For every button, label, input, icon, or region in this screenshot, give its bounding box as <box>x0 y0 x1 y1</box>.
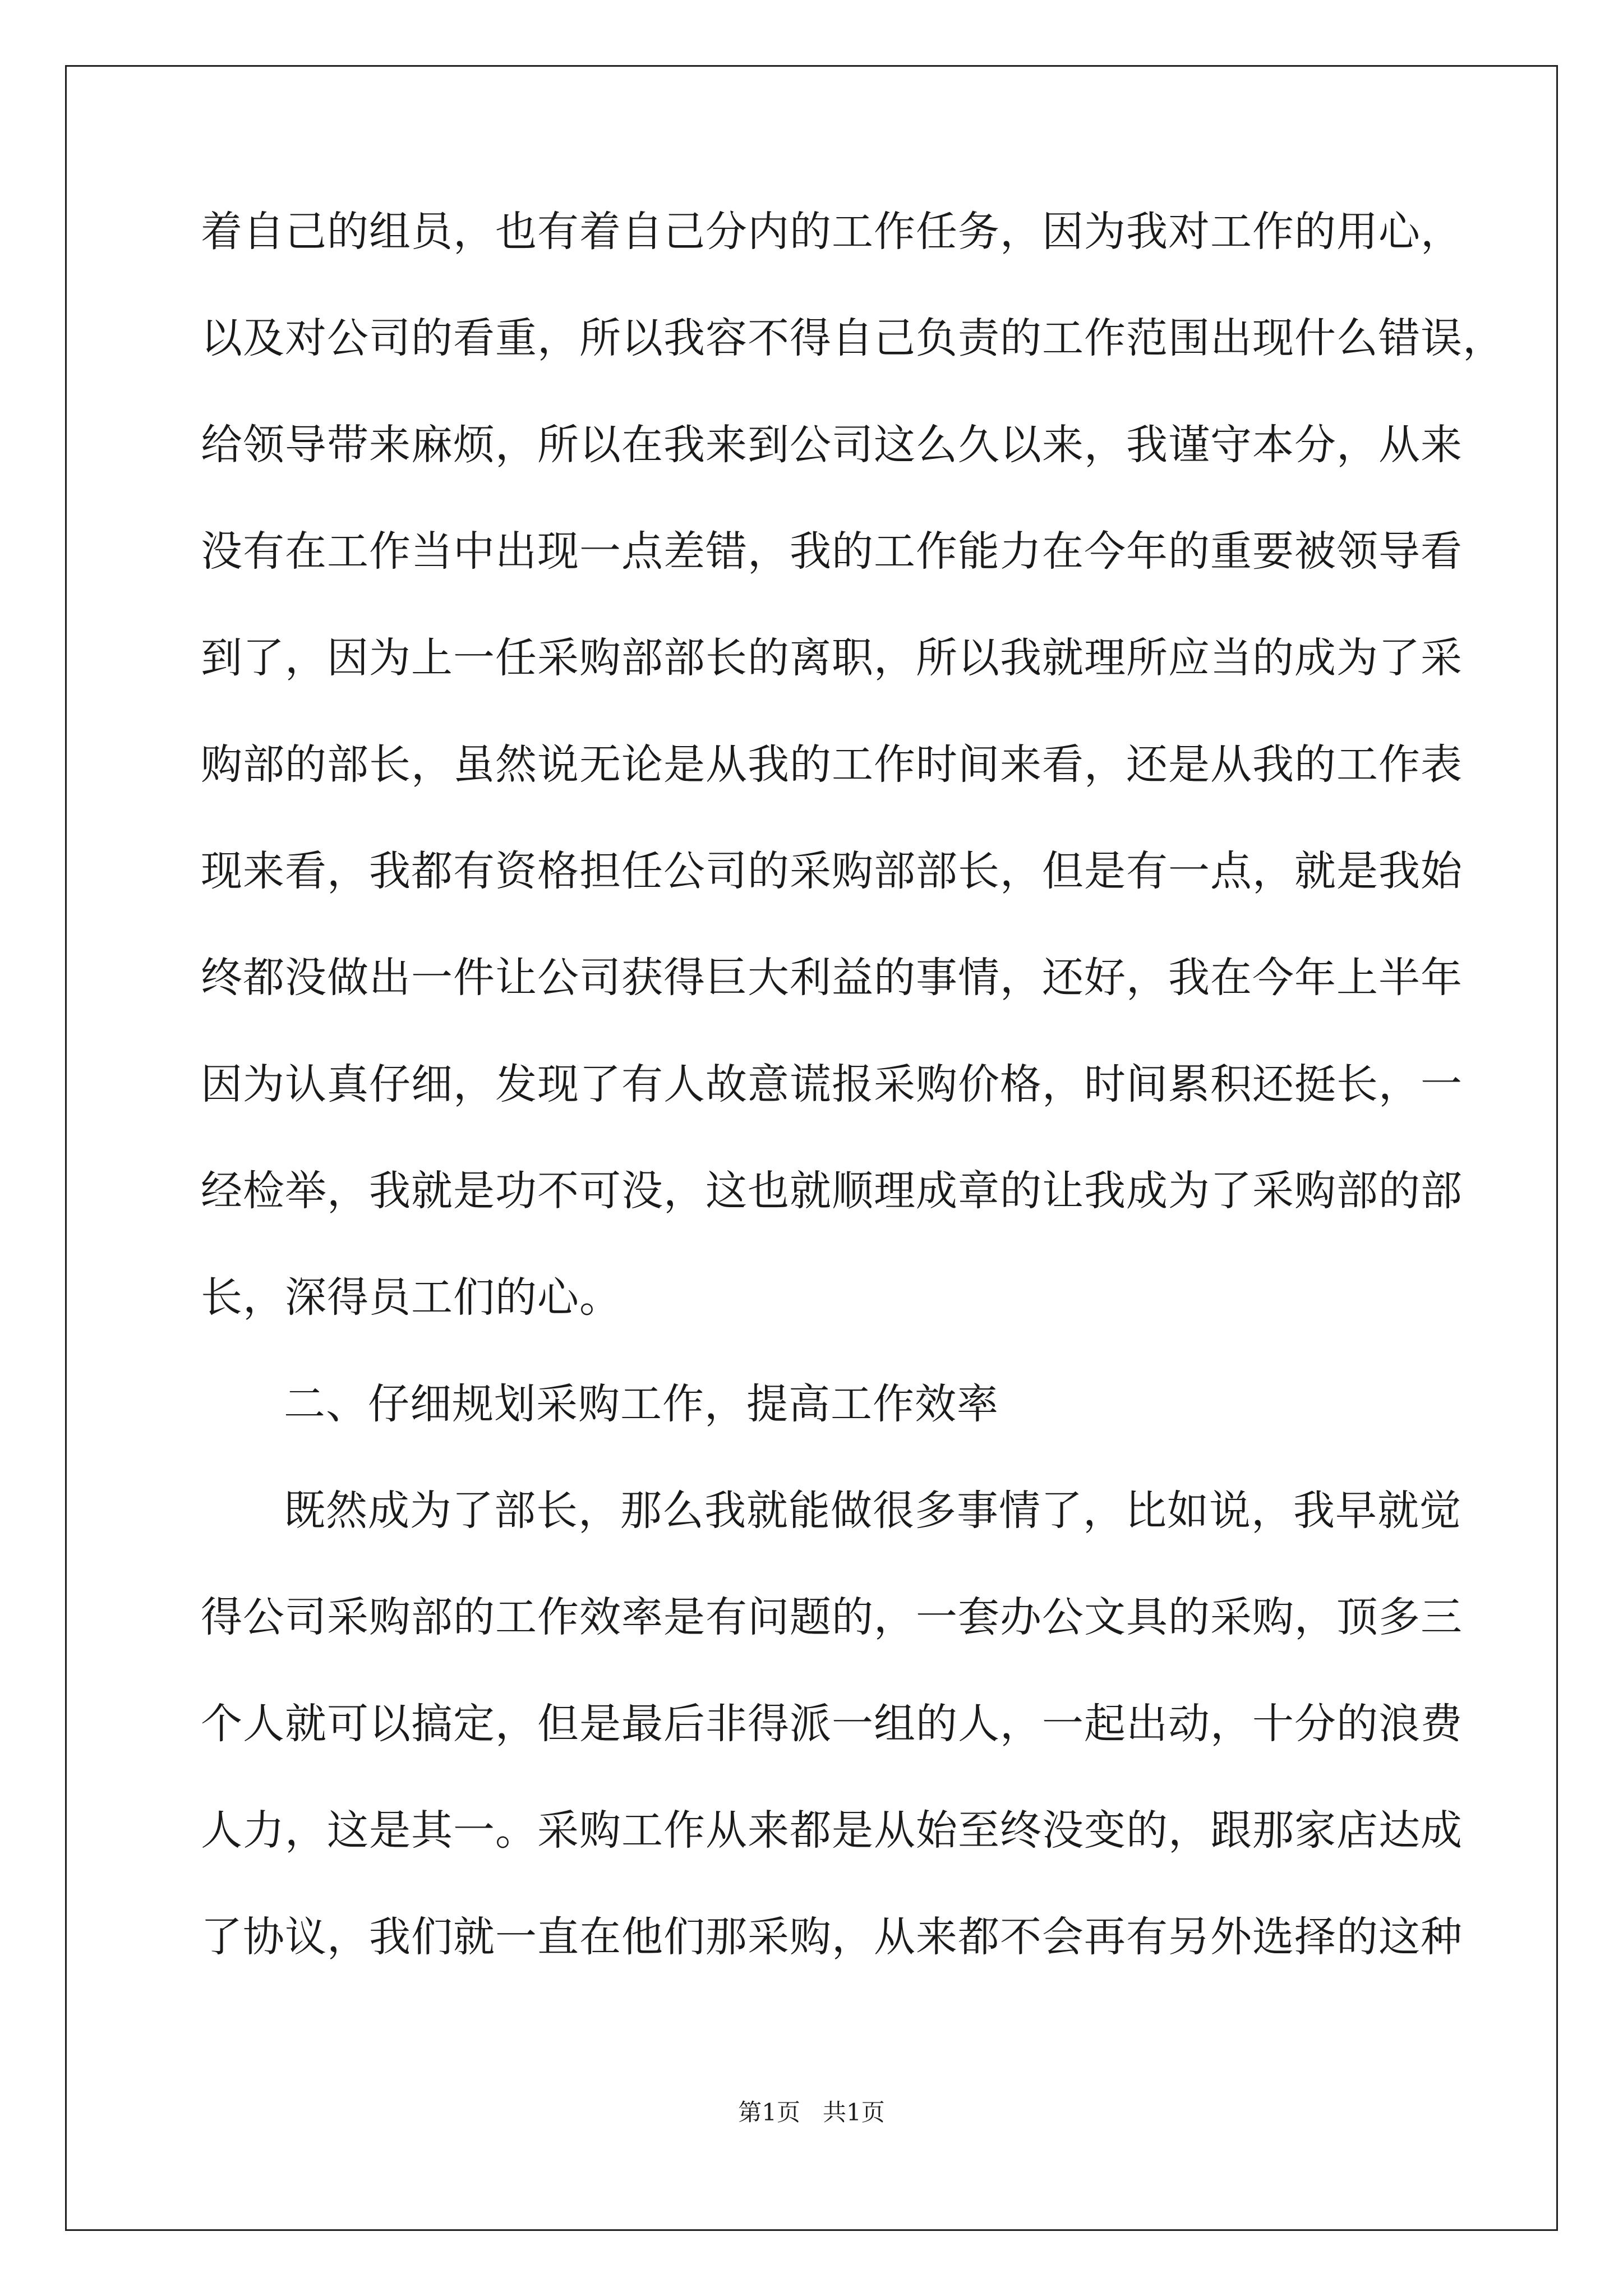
body-line: 给领导带来麻烦，所以在我来到公司这么久以来，我谨守本分，从来 <box>201 421 1463 469</box>
body-line: 得公司采购部的工作效率是有问题的，一套办公文具的采购，顶多三 <box>201 1593 1463 1641</box>
body-line: 因为认真仔细，发现了有人故意谎报采购价格，时间累积还挺长，一 <box>201 1060 1463 1108</box>
body-line: 终都没做出一件让公司获得巨大利益的事情，还好，我在今年上半年 <box>201 954 1463 1002</box>
body-line: 以及对公司的看重，所以我容不得自己负责的工作范围出现什么错误， <box>201 314 1505 362</box>
body-line: 现来看，我都有资格担任公司的采购部部长，但是有一点，就是我始 <box>201 847 1463 895</box>
body-line: 了协议，我们就一直在他们那采购，从来都不会再有另外选择的这种 <box>201 1913 1463 1961</box>
body-line: 没有在工作当中出现一点差错，我的工作能力在今年的重要被领导看 <box>201 527 1463 576</box>
body-line: 经检举，我就是功不可没，这也就顺理成章的让我成为了采购部的部 <box>201 1167 1463 1215</box>
body-line: 购部的部长，虽然说无论是从我的工作时间来看，还是从我的工作表 <box>201 740 1463 789</box>
section-heading: 二、仔细规划采购工作，提高工作效率 <box>284 1380 999 1428</box>
paragraph-start-line: 既然成为了部长，那么我就能做很多事情了，比如说，我早就觉 <box>284 1487 1461 1535</box>
body-line: 个人就可以搞定，但是最后非得派一组的人，一起出动，十分的浪费 <box>201 1700 1463 1748</box>
page-footer: 第1页 共1页 <box>738 2099 885 2126</box>
body-line: 到了，因为上一任采购部部长的离职，所以我就理所应当的成为了采 <box>201 634 1463 682</box>
document-body <box>201 208 1505 2023</box>
body-line: 人力，这是其一。采购工作从来都是从始至终没变的，跟那家店达成 <box>201 1806 1463 1855</box>
body-line: 着自己的组员，也有着自己分内的工作任务，因为我对工作的用心， <box>201 208 1463 256</box>
body-line: 长，深得员工们的心。 <box>201 1273 621 1322</box>
